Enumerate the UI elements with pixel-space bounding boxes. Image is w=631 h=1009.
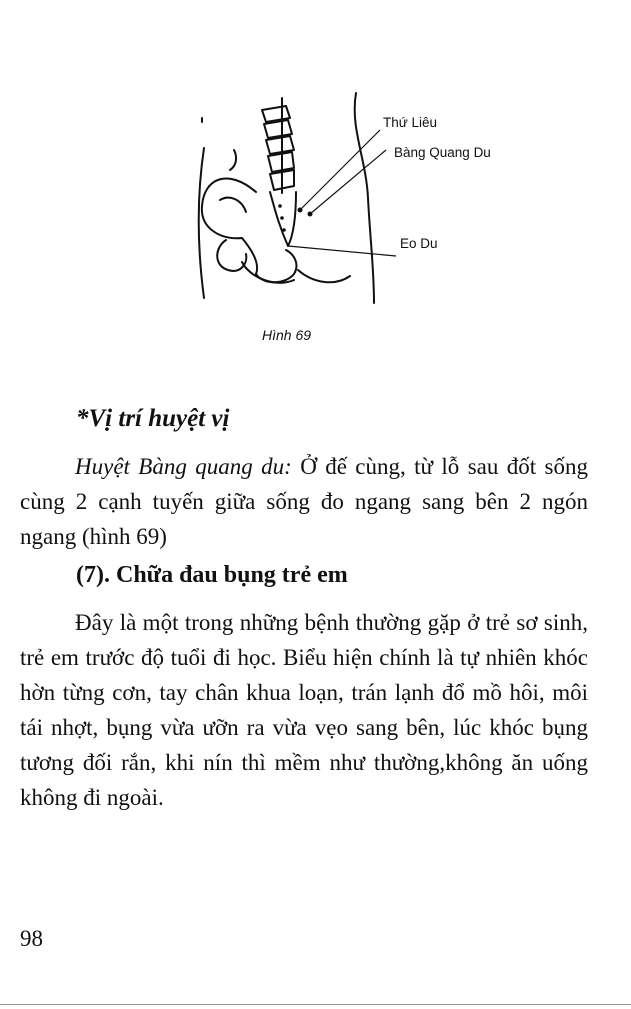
acupoint-term: Huyệt Bàng quang du: [75,454,292,479]
subsection-paragraph [20,605,588,815]
figure-caption: Hình 69 [262,327,312,343]
subsection-paragraph-text: Đây là một trong những bệnh thường gặp ở trẻ sơ sinh, trẻ em trước độ tuổi đi học. Biểu hiện chính là tự nhiên khóc hờn từng cơn, tay chân khua loạn, trán lạnh đổ mồ hôi, môi tái nhợt, bụng vừa ưỡn ra vừa vẹo sang bên, lúc khóc bụng tương đối rắn, khi nín thì mềm như thường,không ăn uống không đi ngoài. [20,610,588,810]
page-number: 98 [20,926,43,951]
acupoint-location-paragraph [20,449,588,554]
pelvis-spine-illustration [190,88,550,313]
body-outline [355,93,374,303]
acupoint-description: Ở đế cùng, từ lỗ sau đốt sống cùng 2 cạnh tuyến giữa sống đo ngang sang bên 2 ngón ngang (hình 69) [20,454,588,549]
subsection-heading: (7). Chữa đau bụng trẻ em [76,562,348,588]
label-bang-quang-du: Bàng Quang Du [394,145,491,160]
bottom-rule [0,1004,631,1005]
section-heading: *Vị trí huyệt vị [76,405,230,432]
label-eo-du: Eo Du [400,236,438,251]
label-thu-lieu: Thứ Liêu [383,115,438,130]
body-outline-left [199,148,204,298]
acupoint-figure [190,88,550,313]
